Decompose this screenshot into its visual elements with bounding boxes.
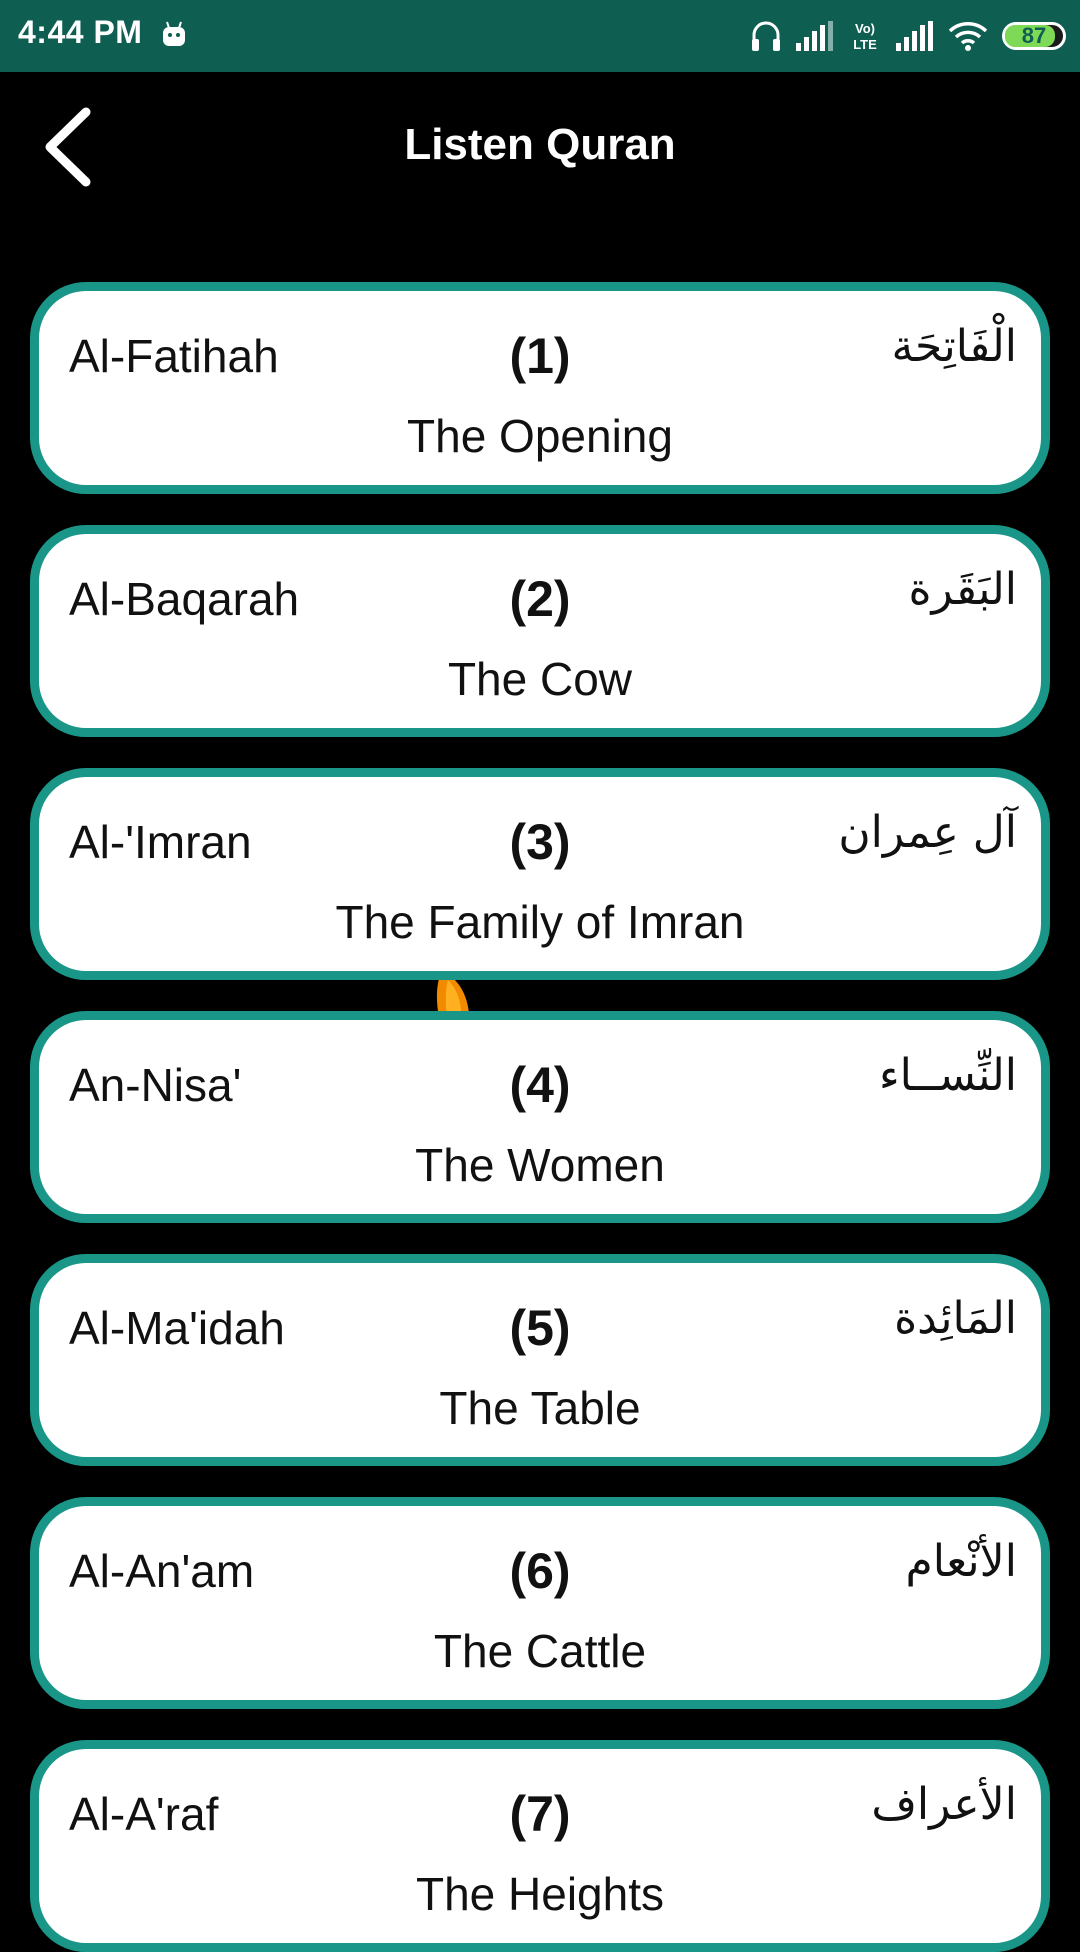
surah-transliteration: Al-'Imran [69,816,252,868]
surah-card[interactable] [30,1497,1050,1709]
surah-arabic-name: المَائِدة [894,1293,1017,1344]
surah-english-name: The Opening [407,410,673,462]
surah-number: (4) [509,1057,571,1113]
surah-number: (3) [509,814,571,870]
surah-number: (2) [509,571,571,627]
surah-arabic-name: البَقَرة [908,564,1017,615]
wifi-icon [948,20,988,52]
surah-transliteration: Al-Fatihah [69,330,279,382]
surah-transliteration: Al-A'raf [69,1788,219,1840]
android-notification-icon [160,20,188,48]
surah-arabic-name: الأعراف [871,1779,1017,1830]
status-bar [0,0,1080,72]
surah-card[interactable] [30,1254,1050,1466]
surah-arabic-name: آل عِمران [838,807,1017,858]
signal-icon [796,21,834,51]
surah-number: (6) [509,1543,571,1599]
surah-english-name: The Cow [447,653,633,705]
surah-card[interactable] [30,525,1050,737]
surah-number: (7) [509,1786,571,1842]
surah-english-name: The Women [415,1139,665,1191]
surah-english-name: The Table [439,1382,641,1434]
surah-english-name: The Family of Imran [335,896,745,948]
status-icons [750,16,1066,56]
svg-text:Vo): Vo) [855,21,875,36]
surah-number: (1) [509,328,571,384]
status-time: 4:44 PM [18,14,143,50]
surah-card[interactable] [30,1740,1050,1952]
battery-icon [1002,22,1066,50]
surah-card[interactable] [30,768,1050,980]
volte-icon [848,20,882,52]
svg-text:LTE: LTE [853,37,877,52]
surah-number: (5) [509,1300,571,1356]
signal-icon [896,21,934,51]
app-header [0,72,1080,222]
surah-transliteration: Al-Ma'idah [69,1302,285,1354]
surah-arabic-name: النِّســاء [878,1050,1017,1101]
headphones-icon [750,19,782,53]
page-title: Listen Quran [404,120,676,169]
surah-transliteration: An-Nisa' [69,1059,242,1111]
battery-level: 87 [1021,23,1047,48]
surah-english-name: The Heights [415,1868,664,1920]
surah-arabic-name: الْفَاتِحَة [891,321,1017,372]
surah-transliteration: Al-Baqarah [69,573,300,625]
surah-list [0,282,1080,1920]
surah-english-name: The Cattle [433,1625,647,1677]
surah-transliteration: Al-An'am [69,1545,255,1597]
surah-card[interactable] [30,282,1050,494]
surah-card[interactable] [30,1011,1050,1223]
surah-arabic-name: الأنْعام [905,1536,1017,1587]
